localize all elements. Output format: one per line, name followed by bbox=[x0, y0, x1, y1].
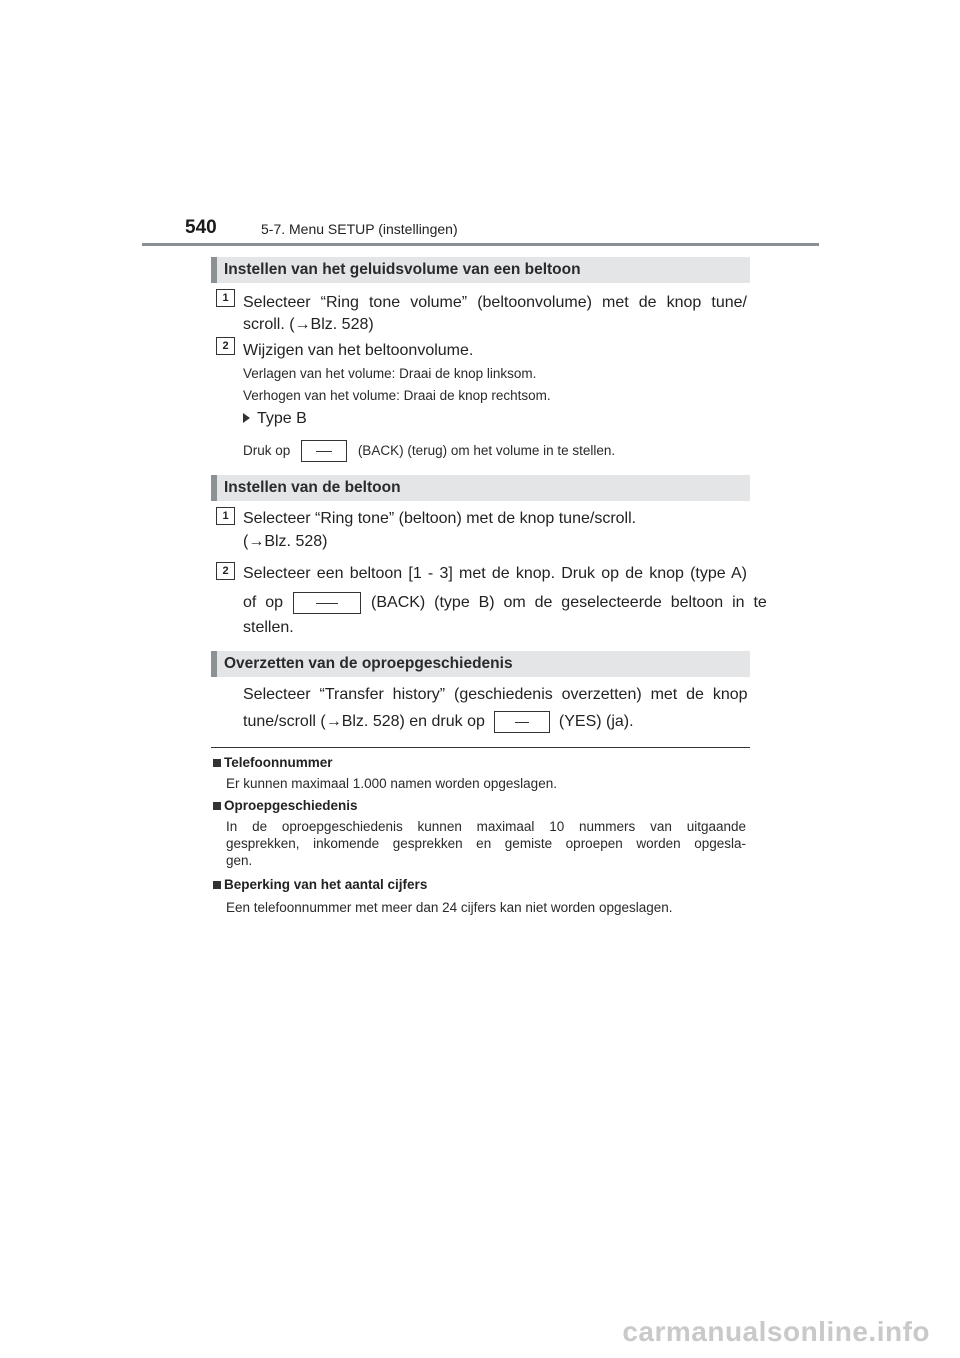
transfer-text: Selecteer “Transfer history” (geschiedenis overzetten) met de knop bbox=[243, 686, 748, 703]
back-button-icon bbox=[293, 592, 361, 614]
header-divider bbox=[142, 243, 819, 246]
note-text: gen. bbox=[226, 853, 253, 868]
square-bullet-icon bbox=[213, 759, 221, 767]
instruction-note: Verhogen van het volume: Draai de knop rechtsom. bbox=[243, 388, 551, 403]
watermark: carmanualsonline.info bbox=[622, 1316, 930, 1347]
step-text: Selecteer “Ring tone” (beltoon) met de knop tune/scroll. bbox=[243, 510, 637, 527]
type-label-text: Type B bbox=[257, 410, 307, 427]
section-label: 5-7. Menu SETUP (instellingen) bbox=[261, 221, 458, 237]
transfer-text-continued bbox=[243, 710, 747, 734]
step-text-continued: (→Blz. 528) bbox=[243, 533, 328, 550]
step-number-badge: 1 bbox=[216, 289, 235, 307]
transfer-text-part: tune/scroll (→Blz. 528) en druk op bbox=[243, 713, 485, 730]
step-text-part: of op bbox=[243, 594, 284, 611]
note-text: Er kunnen maximaal 1.000 namen worden opgeslagen. bbox=[226, 776, 557, 791]
note-title: Telefoonnummer bbox=[224, 755, 333, 770]
note-heading bbox=[213, 798, 358, 813]
notes-divider bbox=[211, 747, 750, 748]
square-bullet-icon bbox=[213, 802, 221, 810]
square-bullet-icon bbox=[213, 881, 221, 889]
section-heading-ringtone bbox=[211, 475, 750, 501]
step-text: Selecteer “Ring tone volume” (beltoonvolume) met de knop tune/ bbox=[243, 294, 747, 311]
type-b-instruction bbox=[243, 439, 615, 463]
step-text-part: (BACK) (type B) om de geselecteerde beltoon in te bbox=[371, 594, 767, 611]
transfer-text-part: (YES) (ja). bbox=[558, 713, 634, 730]
instruction-note: Verlagen van het volume: Draai de knop linksom. bbox=[243, 366, 537, 381]
step-text: Wijzigen van het beltoonvolume. bbox=[243, 342, 474, 359]
step-number-badge: 2 bbox=[216, 337, 235, 355]
note-title: Oproepgeschiedenis bbox=[224, 798, 358, 813]
note-heading bbox=[213, 755, 333, 770]
type-b-label bbox=[243, 410, 307, 428]
heading-accent-bar bbox=[211, 475, 217, 501]
section-title: Instellen van het geluidsvolume van een beltoon bbox=[224, 261, 581, 278]
section-title: Instellen van de beltoon bbox=[224, 479, 401, 496]
note-heading bbox=[213, 877, 427, 892]
step-text-continued bbox=[243, 591, 767, 615]
back-button-icon bbox=[301, 440, 347, 462]
step-number-badge: 2 bbox=[216, 562, 235, 580]
note-title: Beperking van het aantal cijfers bbox=[224, 877, 428, 892]
instruction-text: (BACK) (terug) om het volume in te stellen. bbox=[357, 443, 616, 458]
note-text: Een telefoonnummer met meer dan 24 cijfers kan niet worden opgeslagen. bbox=[226, 900, 673, 915]
note-text: gesprekken, inkomende gesprekken en gemiste oproepen worden opgesla- bbox=[226, 836, 746, 851]
section-title: Overzetten van de oproepgeschiedenis bbox=[224, 655, 513, 672]
triangle-bullet-icon bbox=[243, 413, 250, 423]
step-text-continued: scroll. (→Blz. 528) bbox=[243, 316, 374, 333]
section-heading-transfer-history bbox=[211, 651, 750, 677]
page-number: 540 bbox=[185, 217, 217, 238]
section-heading-ringtone-volume bbox=[211, 257, 750, 283]
instruction-text: Druk op bbox=[243, 443, 291, 458]
yes-button-icon bbox=[494, 711, 550, 733]
heading-accent-bar bbox=[211, 651, 217, 677]
step-number-badge: 1 bbox=[216, 507, 235, 525]
heading-accent-bar bbox=[211, 257, 217, 283]
step-text-continued: stellen. bbox=[243, 619, 294, 636]
note-text: In de oproepgeschiedenis kunnen maximaal 10 nummers van uitgaande bbox=[226, 819, 746, 834]
step-text: Selecteer een beltoon [1 - 3] met de knop. Druk op de knop (type A) bbox=[243, 565, 747, 582]
